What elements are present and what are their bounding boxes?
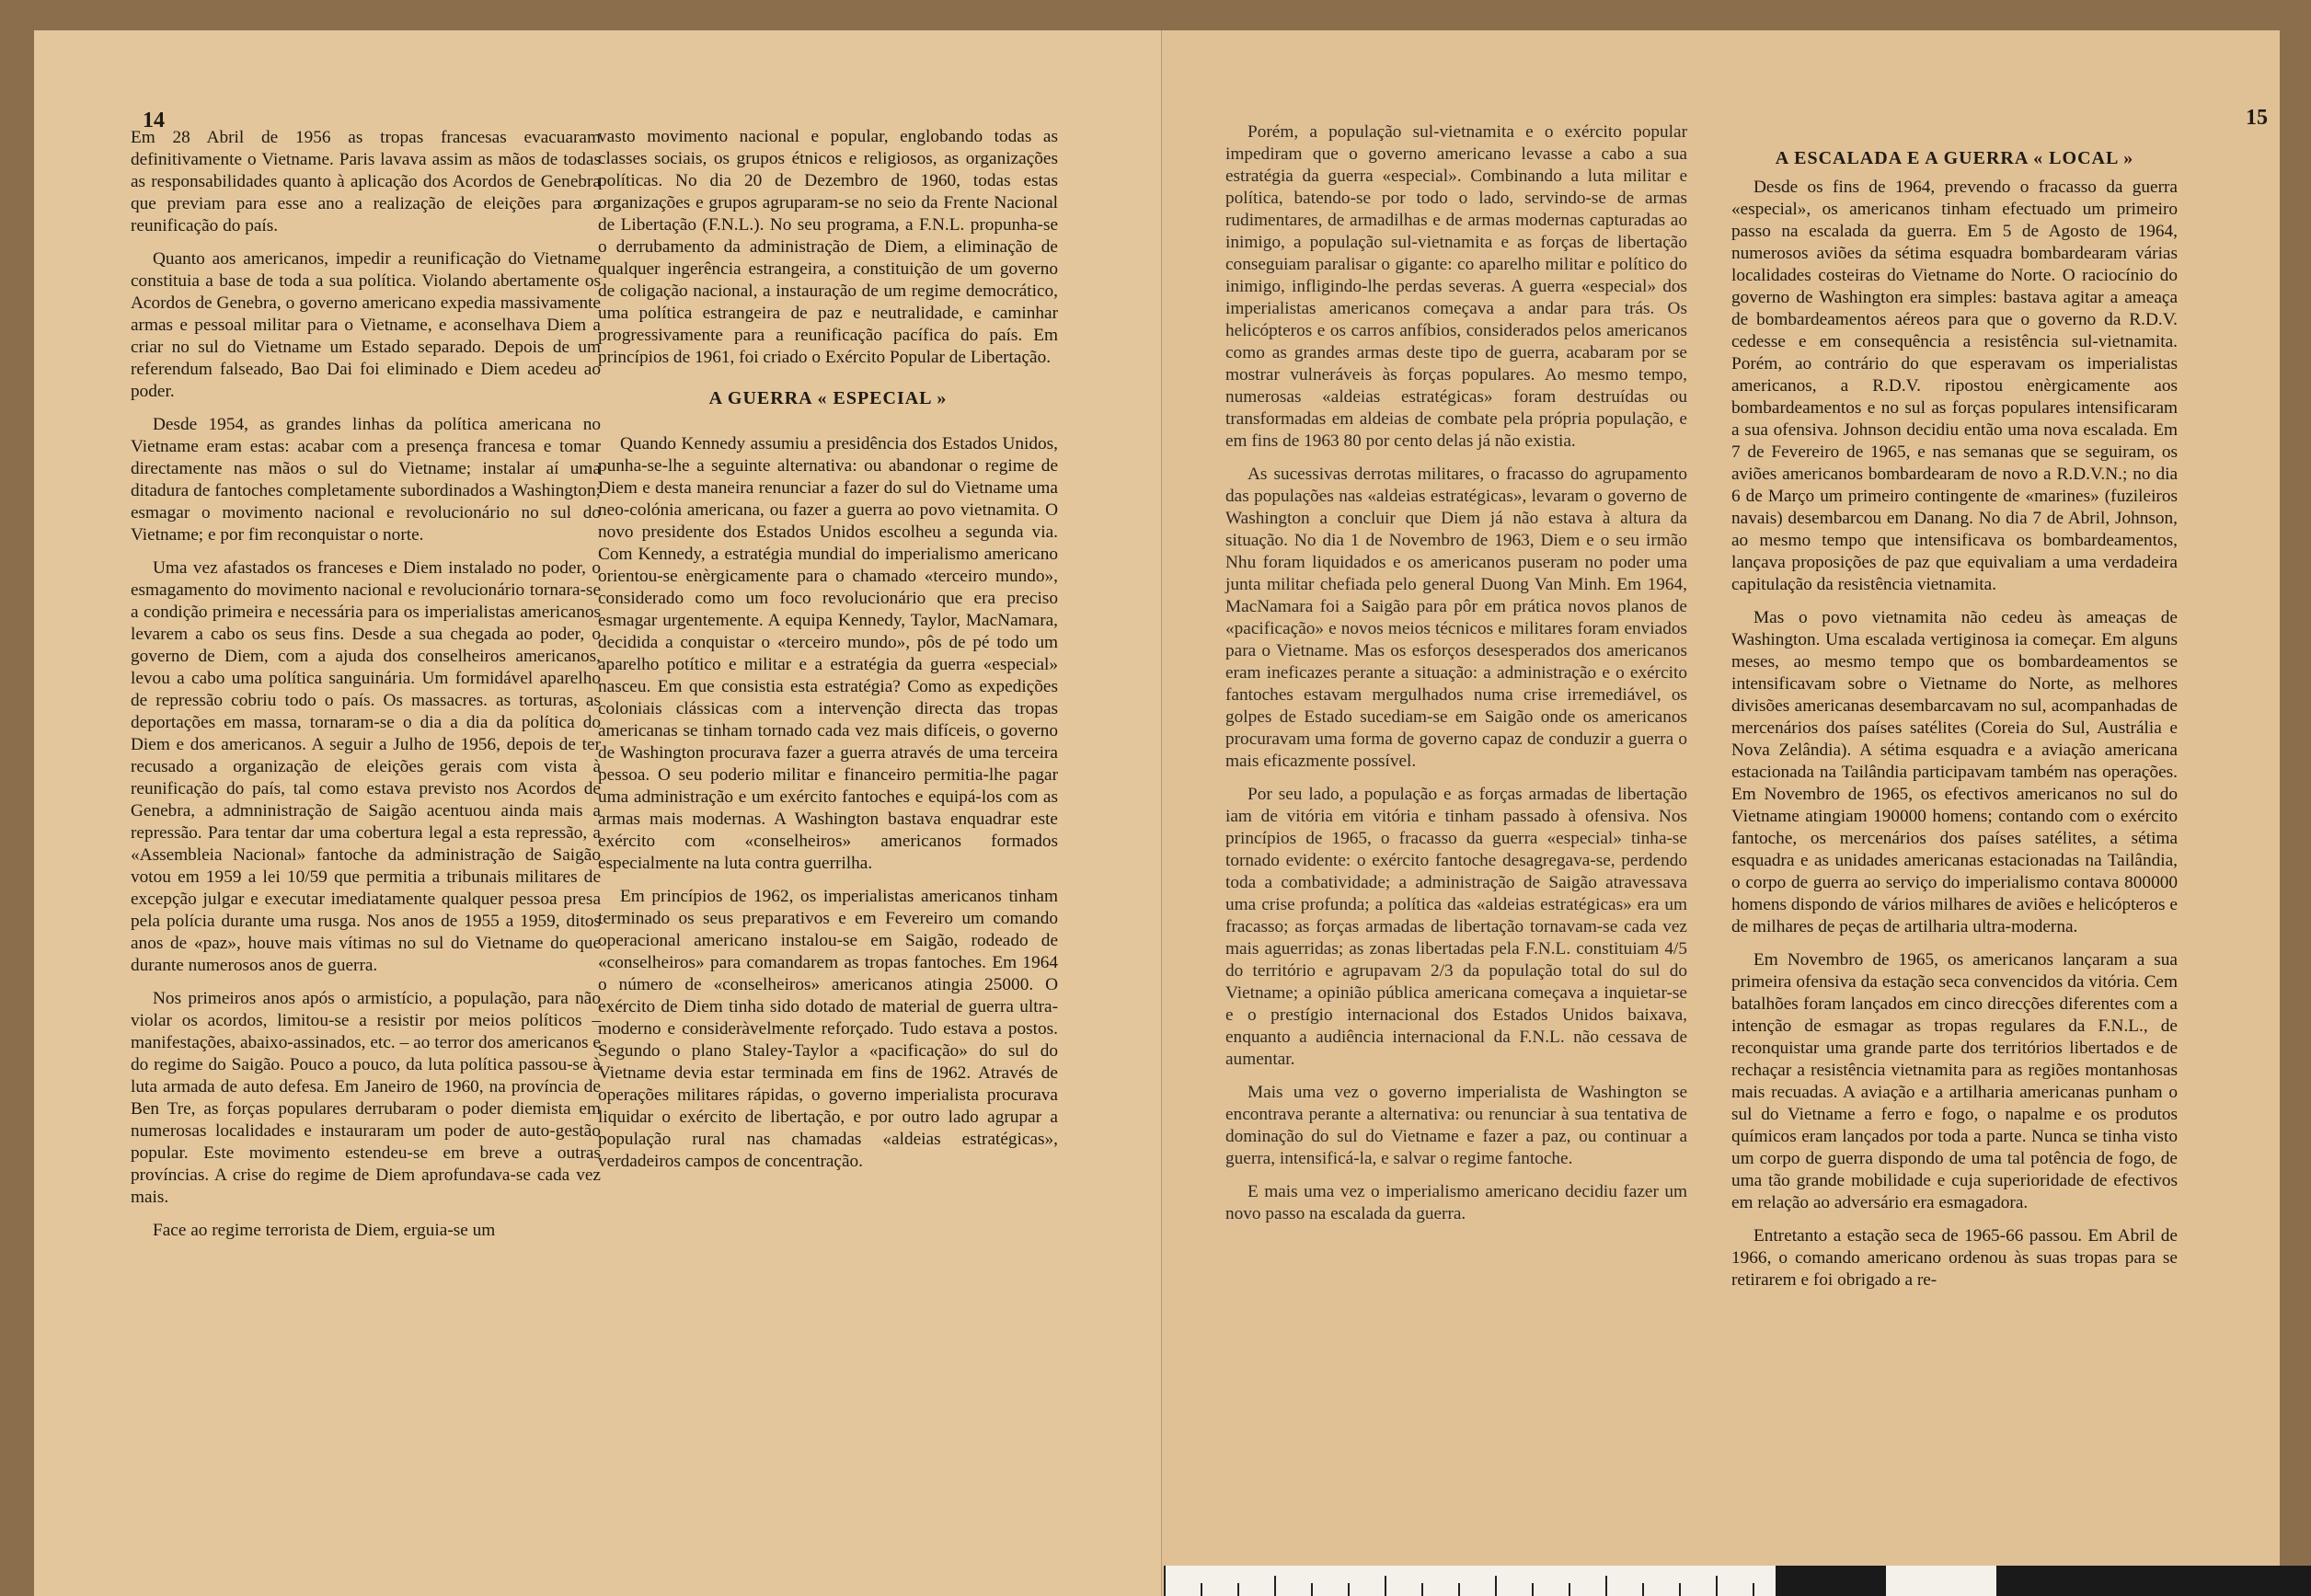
right-column-2 xyxy=(1731,121,2178,1303)
paragraph: Em Novembro de 1965, os americanos lançaram a sua primeira ofensiva da estação seca convencidos da vitória. Cem batalhões foram lançados em cinco direcções diferentes com a intenção de esmagar as tropas regulares da F.N.L., de reconquistar uma grande parte dos territórios libertados e de rechaçar a resistência vietnamita para as regiões montanhosas mais recuadas. A aviação e a artilharia americanas punham o sul do Vietname a ferro e fogo, o napalme e os produtos químicos eram lançados por toda a parte. Nunca se tinha visto um corpo de guerra dispondo de uma tal potência de fogo, de uma tão grande mobilidade e cuja superioridade de efectivos em relação ao adversário era esmagadora. xyxy=(1731,950,2178,1212)
paragraph: Mais uma vez o governo imperialista de Washington se encontrava perante a alternativa: ou renunciar à sua tentativa de dominação do sul do Vietname e fazer a paz, ou continuar a guerra, intensificá-la, e salvar o regime fantoche. xyxy=(1225,1083,1687,1168)
scale-ruler xyxy=(1164,1566,2311,1596)
paragraph: Nos primeiros anos após o armistício, a população, para não violar os acordos, limitou-se a resistir por meios políticos – manifestações, abaixo-assinados, etc. – ao terror dos americanos e do regime do Saigão. Pouco a pouco, da luta política passou-se à luta armada de auto defesa. Em Janeiro de 1960, na província de Ben Tre, as forças populares derrubaram o poder diemista em numerosas localidades e instauraram um poder de auto-gestão popular. Este movimento estendeu-se em breve a outras províncias. A crise do regime de Diem aprofundava-se cada vez mais. xyxy=(131,989,601,1207)
ruler-tick xyxy=(1495,1576,1497,1596)
ruler-tick xyxy=(1237,1583,1239,1596)
paragraph: Quando Kennedy assumiu a presidência dos Estados Unidos, punha-se-lhe a seguinte alternativa: ou abandonar o regime de Diem e desta maneira renunciar a fazer do sul do Vietname uma neo-colónia americana, ou fazer a guerra ao povo vietnamita. O novo presidente dos Estados Unidos escolheu a segunda via. Com Kennedy, a estratégia mundial do imperialismo americano orientou-se enèrgicamente para o chamado «terceiro mundo», considerado como um foco revolucionário que era preciso esmagar urgentemente. A equipa Kennedy, Taylor, MacNamara, decidida a conquistar o «terceiro mundo», pôs de pé todo um aparelho potítico e militar e a estratégia da guerra «especial» nasceu. Em que consistia esta estratégia? Como as expedições coloniais clássicas com a intervenção directa das tropas americanas se tinham tornado cada vez mais difíceis, o governo de Washington procurava fazer a guerra através de uma terceira pessoa. O seu poderio militar e financeiro permitia-lhe pagar uma administração e um exército fantoches e equipá-los com as armas mais modernas. A Washington bastava enquadrar este exército com «conselheiros» americanos formados especialmente na luta contra guerrilha. xyxy=(598,434,1058,873)
ruler-white-segment xyxy=(1886,1566,1996,1596)
paragraph: Em princípios de 1962, os imperialistas americanos tinham terminado os seus preparativos e em Fevereiro um comando operacional americano instalou-se em Saigão, rodeado de «conselheiros» para comandarem as tropas fantoches. Em 1964 o número de «conselheiros» americanos atingia 25000. O exército de Diem tinha sido dotado de material de guerra ultra-moderno e consideràvelmente reforçado. Tudo estava a postos. Segundo o plano Staley-Taylor a «pacificação» do sul do Vietname devia estar terminada em fins de 1962. Através de operações militares rápidas, o governo imperialista procurava liquidar o exército de libertação, e por outro lado agrupar a população rural nas chamadas «aldeias estratégicas», verdadeiros campos de concentração. xyxy=(598,887,1058,1171)
ruler-tick xyxy=(1605,1576,1607,1596)
paragraph: Mas o povo vietnamita não cedeu às ameaças de Washington. Uma escalada vertiginosa ia começar. Em alguns meses, ao mesmo tempo que os bombardeamentos se intensificavam sobre o Vietname do Norte, as melhores divisões americanas desembarcavam no sul, acompanhadas de mercenários dos países satélites (Coreia do Sul, Austrália e Nova Zelândia). A sétima esquadra e a aviação americana estacionada na Tailândia participavam também nas operações. Em Novembro de 1965, os efectivos americanos no sul do Vietname atingiam 190000 homens; contando com o exército fantoche, os mercenários dos países satélites, a sétima esquadra e as unidades americanas estacionadas na Tailândia, o corpo de guerra ao serviço do imperialismo contava 800000 homens dispondo de vários milhares de aviões e helicópteros e de milhares de peças de artilharia ultra-moderna. xyxy=(1731,608,2178,936)
paragraph: Em 28 Abril de 1956 as tropas francesas evacuaram definitivamente o Vietname. Paris lavava assim as mãos de todas as responsabilidades quanto à aplicação dos Acordos de Genebra que previam para esse ano a realização de eleições para a reunificação do país. xyxy=(131,128,601,235)
paragraph: vasto movimento nacional e popular, englobando todas as classes sociais, os grupos étnicos e religiosos, as organizações políticas. No dia 20 de Dezembro de 1960, todas estas organizações e grupos agruparam-se no seio da Frente Nacional de Libertação (F.N.L.). No seu programa, a F.N.L. propunha-se o derrubamento da administração de Diem, a eliminação de qualquer ingerência estrangeira, a constituição de um governo de coligação nacional, a instauração de um regime democrático, uma política estrangeira de paz e neutralidade, e caminhar progressivamente para a reunificação pacífica do país. Em princípios de 1961, foi criado o Exército Popular de Libertação. xyxy=(598,127,1058,367)
paragraph: Entretanto a estação seca de 1965-66 passou. Em Abril de 1966, o comando americano ordenou às suas tropas para se retirarem e foi obrigado a re- xyxy=(1731,1226,2178,1290)
page-number-right: 15 xyxy=(2246,106,2268,130)
ruler-tick xyxy=(1385,1576,1386,1596)
ruler-black-segment xyxy=(1776,1566,1886,1596)
ruler-tick xyxy=(1348,1583,1350,1596)
page-number-left: 14 xyxy=(143,109,165,132)
paragraph: Uma vez afastados os franceses e Diem instalado no poder, o esmagamento do movimento nacional e revolucionário tornara-se a condição primeira e necessária para os imperialistas americanos levarem a cabo os seus fins. Desde a sua chegada ao poder, o governo de Diem, com a ajuda dos conselheiros americanos, levou a cabo uma política sanguinária. Um formidável aparelho de repressão cobriu todo o país. Os massacres. as torturas, as deportações em massa, tornaram-se o dia a dia da política do Diem e dos americanos. A seguir a Julho de 1956, depois de ter recusado a organização de eleições gerais com vista à reunificação do país, tal como estava previsto nos Acordos de Genebra, a admninistração de Saigão acentuou ainda mais a repressão. Para tentar dar uma cobertura legal a esta repressão, a «Assembleia Nacional» fantoche da administração de Saigão votou em 1959 a lei 10/59 que permitia a tribunais militares de excepção julgar e executar imediatamente qualquer pessoa presa pela polícia durante uma rusga. Nos anos de 1955 a 1959, ditos anos de «paz», houve mais vítimas no sul do Vietname do que durante numerosos anos de guerra. xyxy=(131,558,601,975)
paragraph: Quanto aos americanos, impedir a reunificação do Vietname constituia a base de toda a sua política. Violando abertamente os Acordos de Genebra, o governo americano expedia massivamente armas e pessoal militar para o Vietname, e aconselhava Diem a criar no sul do Vietname um Estado separado. Depois de um referendum falseado, Bao Dai foi eliminado e Diem acedeu ao poder. xyxy=(131,249,601,401)
paragraph: Desde os fins de 1964, prevendo o fracasso da guerra «especial», os americanos tinham efectuado um primeiro passo na escalada da guerra. Em 5 de Agosto de 1964, numerosos aviões da sétima esquadra bombardearam várias localidades costeiras do Vietname do Norte. O raciocínio do governo de Washington era simples: bastava agitar a ameaça de bombardeamentos aéreos para que o governo da R.D.V. cedesse e em consequência a resistência sul-vietnamita. Porém, ao contrário do que esperavam os imperialistas americanos, a R.D.V. ripostou enèrgicamente aos bombardeamentos e no sul as forças populares intensificaram a sua ofensiva. Johnson decidiu então uma nova escalada. Em 7 de Fevereiro de 1965, e nas semanas que se seguiram, os aviões americanos bombardearam de novo a R.D.V.N.; no dia 6 de Março um primeiro contingente de «marines» (fuzileiros navais) desembarcou em Danang. No dia 7 de Abril, Johnson, ao mesmo tempo que intensificava os bombardeamentos, lançava proposições de paz que equivaliam a uma verdadeira capitulação da resistência vietnamita. xyxy=(1731,178,2178,594)
ruler-tick xyxy=(1532,1583,1534,1596)
section-heading-escalada: A ESCALADA E A GUERRA « LOCAL » xyxy=(1775,148,2134,168)
ruler-tick xyxy=(1569,1583,1570,1596)
paragraph: E mais uma vez o imperialismo americano decidiu fazer um novo passo na escalada da guerra. xyxy=(1225,1182,1687,1223)
ruler-tick xyxy=(1716,1576,1718,1596)
paragraph: Por seu lado, a população e as forças armadas de libertação iam de vitória em vitória e tinham passado à ofensiva. Nos princípios de 1965, o fracasso da guerra «especial» tinha-se tornado evidente: o exército fantoche desagregava-se, perdendo toda a combatividade; a administração de Saigão atravessava uma crise profunda; a política das «aldeias estratégicas» era um fracasso; as forças armadas de libertação tornavam-se cada vez mais aguerridas; as zonas libertadas pela F.N.L. constituiam 4/5 do território e agrupavam 2/3 da população total do sul do Vietname; a opinião pública americana começava a inquietar-se e o prestígio internacional dos Estados Unidos baixava, enquanto a audiência internacional da F.N.L. não cessava de aumentar. xyxy=(1225,785,1687,1069)
ruler-tick xyxy=(1201,1583,1202,1596)
left-column-2 xyxy=(598,126,1058,1184)
ruler-tick xyxy=(1311,1583,1313,1596)
paragraph: Porém, a população sul-vietnamita e o exército popular impediram que o governo americano levasse a cabo a sua estratégia da guerra «especial». Combinando a luta militar e política, batendo-se por todo o lado, servindo-se de armas rudimentares, de armadilhas e de armas modernas capturadas ao inimigo, a população sul-vietnamita e as forças de libertação conseguiam paralisar o gigante: co aparelho militar e político do inimigo, infligindo-lhe perdas severas. A guerra «especial» dos imperialistas americanos começava a andar para trás. Os helicópteros e os carros anfíbios, considerados pelos americanos como as grandes armas deste tipo de guerra, acabaram por se mostrar vulneráveis às forças populares. Ao mesmo tempo, numerosas «aldeias estratégicas» foram destruídas ou transformadas em aldeias de combate pela própria população, e em fins de 1963 80 por cento delas já não existia. xyxy=(1225,122,1687,451)
ruler-tick xyxy=(1642,1583,1644,1596)
paragraph: Desde 1954, as grandes linhas da política americana no Vietname eram estas: acabar com a presença francesa e tomar directamente nas mãos o sul do Vietname; instalar aí uma ditadura de fantoches completamente subordinados a Washington; esmagar o movimento nacional e revolucionário no sul do Vietname; e por fim reconquistar o norte. xyxy=(131,415,601,545)
paragraph: Face ao regime terrorista de Diem, erguia-se um xyxy=(153,1221,496,1240)
section-heading-guerra-especial: A GUERRA « ESPECIAL » xyxy=(708,388,948,408)
ruler-tick xyxy=(1458,1583,1460,1596)
ruler-black-segment xyxy=(1996,1566,2311,1596)
ruler-tick xyxy=(1753,1583,1754,1596)
ruler-tick xyxy=(1421,1583,1423,1596)
ruler-tick xyxy=(1274,1576,1276,1596)
ruler-white-segment xyxy=(1164,1566,1776,1596)
ruler-tick xyxy=(1164,1566,1166,1596)
left-column-1 xyxy=(131,127,601,1253)
ruler-tick xyxy=(1679,1583,1681,1596)
paragraph: As sucessivas derrotas militares, o fracasso do agrupamento das populações nas «aldeias estratégicas», levaram o governo de Washington a concluir que Diem já não estava à altura da situação. No dia 1 de Novembro de 1963, Diem e o seu irmão Nhu foram liquidados e os americanos puseram no poder uma junta militar chefiada pelo general Duong Van Minh. Em 1964, MacNamara foi a Saigão para pôr em prática novos planos de «pacificação» e novos meios técnicos e militares foram enviados para o Vietname. Mas os esforços desesperados dos americanos eram ineficazes perante a situação: a administração e o exército fantoches estavam mergulhados numa crise irremediável, os golpes de Estado sucediam-se em Saigão onde os americanos procuravam uma forma de governo capaz de conduzir a guerra o mais eficazmente possível. xyxy=(1225,465,1687,771)
right-column-1 xyxy=(1225,121,1687,1236)
